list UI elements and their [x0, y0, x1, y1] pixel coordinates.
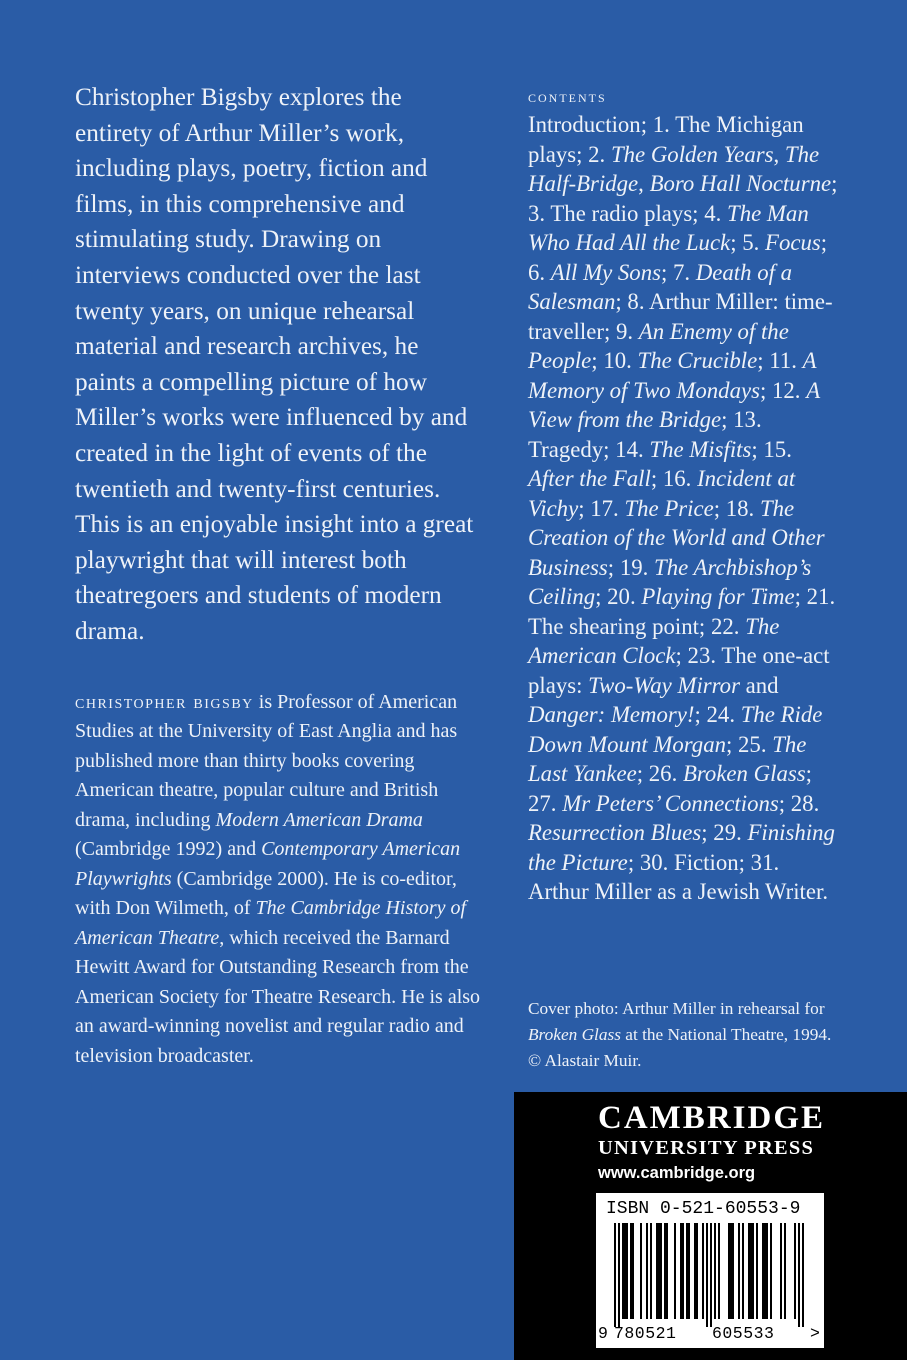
contents-text: ; 30. Fiction; 31. Arthur Miller as a Jewish Writer.: [528, 849, 829, 904]
barcode-bar: [730, 1223, 732, 1319]
contents-text: ; 26.: [636, 761, 683, 786]
contents-text: ; 23. The one-act plays:: [528, 643, 830, 698]
barcode-bar: [798, 1223, 800, 1327]
contents-title: Mr Peters’ Connections: [562, 790, 779, 816]
publisher-url: www.cambridge.org: [598, 1164, 756, 1182]
publisher-subname: UNIVERSITY PRESS: [598, 1137, 815, 1159]
barcode-bar: [706, 1223, 708, 1327]
contents-text: ; 11.: [757, 348, 803, 373]
barcode-bar: [646, 1223, 648, 1319]
barcode-bar: [750, 1223, 752, 1319]
barcode-bar: [794, 1223, 796, 1319]
contents-text: ; 21. The shearing point; 22.: [528, 584, 836, 639]
barcode-bar: [632, 1223, 634, 1319]
barcode-bar: [780, 1223, 782, 1319]
contents-title: Danger: Memory!: [528, 702, 695, 727]
contents-text: ,: [638, 171, 650, 196]
barcode-bar: [784, 1223, 786, 1319]
contents-title: The Ride Down Mount Morgan: [528, 702, 823, 757]
contents-title: Finishing the Picture: [528, 820, 835, 875]
barcode-bar: [680, 1223, 682, 1319]
contents-title: An Enemy of the People: [528, 318, 789, 373]
barcode-bar: [624, 1223, 626, 1319]
bio-book-title-2: Contemporary American Playwrights: [75, 838, 461, 890]
barcode-bar: [802, 1223, 804, 1327]
barcode-bar: [686, 1223, 688, 1319]
contents-title: The Half-Bridge: [528, 141, 820, 196]
contents-title: Death of a Salesman: [528, 259, 793, 314]
left-column: [75, 80, 485, 1071]
barcode-bar: [732, 1223, 734, 1319]
contents-text: ; 5.: [730, 230, 766, 255]
contents-text: Introduction; 1. The Michigan plays; 2.: [528, 112, 804, 167]
bio-book-title-3: The Cambridge History of American Theatre: [75, 897, 467, 949]
contents-list: [528, 110, 838, 907]
credit-text-2: at the National Theatre, 1994. © Alastair Muir.: [528, 1025, 832, 1070]
barcode-bar: [630, 1223, 632, 1319]
isbn-label: ISBN 0-521-60553-9: [606, 1199, 801, 1219]
contents-title: The American Clock: [528, 613, 780, 668]
author-name: christopher bigsby: [75, 690, 254, 713]
contents-text: ,: [773, 141, 785, 167]
contents-text: ; 20.: [595, 584, 642, 609]
barcode-bar: [694, 1223, 696, 1319]
barcode-bar: [766, 1223, 768, 1319]
contents-title: Broken Glass: [682, 761, 806, 786]
blurb-text: Christopher Bigsby explores the entirety of Arthur Miller’s work, including plays, poetry, fiction and films, in this comprehensive and stimulating study. Drawing on interviews conducted over the last twenty years, on unique rehearsal material and research archives, he paints a compelling picture of how Miller’s works were influenced by and created in the light of events of the twentieth and twenty-first centuries. This is an enjoyable insight into a great playwright that will interest both theatregoers and students of modern drama.: [75, 83, 474, 645]
barcode-bar: [664, 1223, 666, 1319]
contents-title: The Archbishop’s Ceiling: [528, 554, 812, 609]
contents-title: Boro Hall Nocturne: [649, 171, 832, 196]
author-bio: [75, 688, 485, 1072]
contents-text: and: [739, 672, 779, 698]
contents-text: ; 19.: [607, 554, 655, 580]
contents-title: After the Fall: [528, 466, 651, 491]
contents-text: ; 6.: [528, 230, 828, 285]
contents-title: Focus: [765, 230, 821, 255]
barcode-bar: [622, 1223, 624, 1319]
bio-book-title-1: Modern American Drama: [215, 808, 423, 831]
barcode-icon: [608, 1223, 812, 1327]
barcode-bar: [640, 1223, 642, 1319]
credit-text-1: Cover photo: Arthur Miller in rehearsal for: [528, 999, 825, 1018]
contents-text: ; 12.: [759, 377, 807, 403]
contents-title: Incident at Vichy: [528, 466, 796, 521]
barcode-bar: [764, 1223, 766, 1319]
cover-photo-credit: [528, 996, 848, 1074]
publisher-name: CAMBRIDGE: [598, 1100, 826, 1136]
contents-title: The Price: [624, 495, 714, 521]
contents-text: ; 10.: [591, 348, 638, 373]
barcode-bar: [756, 1223, 758, 1319]
barcode-bar: [674, 1223, 676, 1319]
contents-text: ; 7.: [660, 259, 696, 285]
contents-text: ; 13. Tragedy; 14.: [528, 407, 762, 462]
barcode-bar: [752, 1223, 754, 1319]
barcode-bar: [742, 1223, 744, 1319]
barcode-bar: [688, 1223, 690, 1319]
contents-title: The Creation of the World and Other Business: [528, 495, 825, 580]
contents-text: ; 15.: [751, 436, 792, 462]
contents-column: [528, 86, 838, 907]
barcode-bar: [714, 1223, 716, 1319]
barcode-bar: [658, 1223, 660, 1319]
barcode-bar: [656, 1223, 658, 1319]
contents-title: The Last Yankee: [528, 731, 807, 786]
contents-title: The Misfits: [649, 436, 752, 462]
contents-text: ; 25.: [726, 731, 773, 757]
contents-text: ; 29.: [701, 820, 748, 845]
contents-title: Playing for Time: [641, 584, 795, 609]
contents-text: ; 27.: [528, 761, 812, 816]
barcode-bar: [666, 1223, 668, 1319]
barcode-bar: [702, 1223, 704, 1319]
barcode-first-digit: 9: [598, 1324, 608, 1343]
barcode-bar: [696, 1223, 698, 1319]
contents-title: The Man Who Had All the Luck: [528, 200, 809, 255]
bio-text-3: (Cambridge 2000). He is co-editor, with Don Wilmeth, of: [75, 867, 457, 919]
contents-text: ; 8. Arthur Miller: time-traveller; 9.: [528, 289, 833, 344]
barcode-bar: [614, 1223, 616, 1327]
publisher-block: [514, 1092, 907, 1360]
contents-text: ; 17.: [578, 495, 625, 521]
barcode-bar: [762, 1223, 764, 1319]
contents-title: A Memory of Two Mondays: [528, 348, 817, 403]
contents-title: Two-Way Mirror: [588, 672, 740, 698]
contents-title: All My Sons: [550, 259, 661, 285]
barcode-quiet-mark: >: [810, 1324, 820, 1343]
contents-title: The Crucible: [637, 348, 758, 373]
barcode-box: [596, 1193, 824, 1348]
barcode-bar: [618, 1223, 620, 1327]
barcode-bar: [682, 1223, 684, 1319]
barcode-bar: [626, 1223, 628, 1319]
contents-title: A View from the Bridge: [528, 377, 820, 432]
bio-text-2: (Cambridge 1992) and: [75, 838, 262, 860]
barcode-bar: [660, 1223, 662, 1319]
barcode-left-digits: 780521: [614, 1324, 677, 1343]
barcode-bar: [728, 1223, 730, 1319]
barcode-bar: [770, 1223, 772, 1319]
barcode-bar: [650, 1223, 652, 1319]
barcode-right-digits: 605533: [712, 1324, 775, 1343]
contents-text: ; 24.: [694, 702, 741, 727]
contents-text: ; 16.: [650, 466, 698, 491]
bio-text-1: is Professor of American Studies at the University of East Anglia and has published more than thirty books covering American theatre, popular culture and British drama, including: [75, 690, 458, 831]
barcode-bar: [748, 1223, 750, 1319]
contents-text: ; 28.: [778, 790, 820, 816]
barcode-bar: [718, 1223, 720, 1319]
contents-title: Resurrection Blues: [528, 820, 702, 845]
contents-title: The Golden Years: [610, 141, 774, 167]
contents-text: ; 3. The radio plays; 4.: [528, 171, 838, 226]
credit-title: Broken Glass: [528, 1025, 621, 1044]
bio-text-4: , which received the Barnard Hewitt Award for Outstanding Research from the American Society for Theatre Research. He is also an award-winning novelist and regular radio and television broadcaster.: [75, 926, 481, 1067]
contents-heading: contents: [528, 87, 607, 106]
contents-text: ; 18.: [713, 495, 760, 521]
barcode-bar: [710, 1223, 712, 1327]
barcode-bar: [738, 1223, 740, 1319]
